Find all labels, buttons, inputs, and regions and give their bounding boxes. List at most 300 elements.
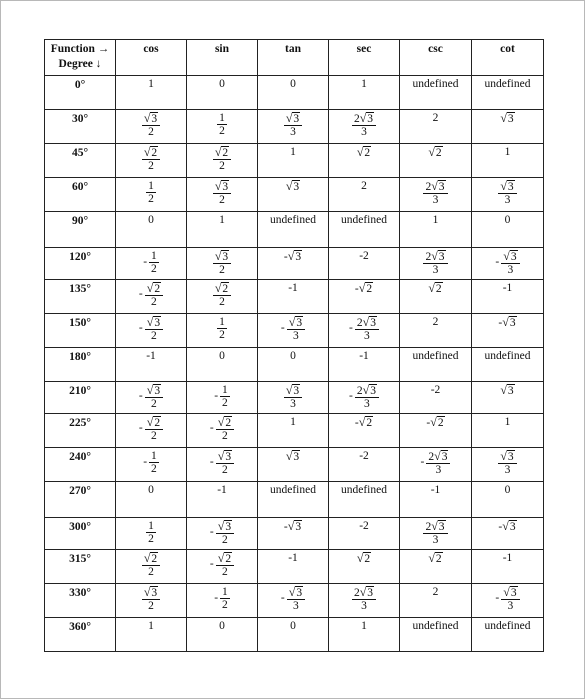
fraction-numerator [426, 450, 450, 464]
fraction-denominator [362, 398, 372, 410]
fraction-denominator [220, 397, 230, 409]
value-fraction [213, 282, 231, 308]
value-number: -1 [146, 350, 156, 362]
value-cell-sec [329, 584, 400, 618]
value-cell-sin [187, 518, 258, 550]
value-number: 2 [148, 566, 154, 578]
value-number: 3 [290, 398, 296, 410]
value-cell-cot [472, 76, 544, 110]
value-radical [215, 146, 229, 159]
fraction-denominator [146, 566, 156, 578]
radicand: 3 [225, 521, 232, 533]
degree-cell: 240° [45, 448, 116, 482]
value-radical [286, 450, 300, 464]
degree-cell: 210° [45, 382, 116, 414]
radicand: 2 [151, 147, 158, 159]
fraction-numerator [423, 520, 447, 534]
value-number: 2 [219, 194, 225, 206]
radical-sign: √ [430, 415, 437, 429]
fraction-denominator [149, 463, 159, 475]
value-radical [428, 450, 448, 463]
value-number: 1 [219, 214, 225, 226]
value-fraction [217, 112, 227, 137]
value-radical [498, 520, 516, 534]
value-number: 3 [504, 194, 511, 206]
fraction-numerator [423, 250, 447, 264]
value-cell-cos [116, 618, 187, 652]
value-cell-cot [472, 518, 544, 550]
fraction-numerator [284, 112, 302, 126]
value-fraction [216, 450, 234, 476]
minus-sign: - [209, 456, 214, 468]
table-row [45, 248, 544, 280]
minus-sign: - [495, 256, 500, 268]
minus-sign: - [209, 526, 214, 538]
fraction-numerator [220, 586, 230, 599]
value-fraction [145, 416, 163, 442]
radical-sign: √ [500, 449, 507, 463]
radical-sign: √ [356, 145, 364, 159]
fraction-numerator [217, 316, 227, 329]
value-cell-csc [400, 584, 472, 618]
radicand: 3 [367, 587, 374, 599]
radicand: 3 [296, 317, 303, 329]
radical-coefficient: - [354, 283, 359, 295]
value-number: 2 [148, 193, 154, 205]
value-radical [144, 552, 158, 565]
value-number: 3 [435, 464, 442, 476]
radical-sign: √ [146, 415, 154, 429]
radicand: 3 [441, 451, 448, 463]
value-cell-sin [187, 348, 258, 382]
value-undefined: undefined [341, 214, 387, 226]
radical-sign: √ [358, 415, 366, 429]
value-number: 2 [222, 566, 228, 578]
value-number: 1 [432, 214, 439, 226]
minus-sign: - [349, 322, 353, 334]
value-cell-tan [258, 348, 329, 382]
table-row [45, 348, 544, 382]
fraction-denominator [434, 464, 444, 476]
value-cell-sin [187, 414, 258, 448]
fraction-numerator [146, 520, 156, 533]
value-cell-sec [329, 178, 400, 212]
value-number: 1 [222, 384, 228, 396]
radicand: 2 [225, 553, 232, 565]
value-radical [215, 250, 229, 263]
fraction-numerator [216, 450, 234, 464]
fraction-denominator [149, 296, 159, 308]
value-cell-sec [329, 482, 400, 518]
radicand: 2 [366, 283, 373, 295]
fraction-denominator [362, 330, 372, 342]
value-undefined: undefined [484, 350, 531, 362]
value-radical [500, 112, 514, 126]
radical-coefficient: 2 [353, 587, 360, 599]
radicand: 2 [225, 417, 232, 429]
degree-cell: 90° [45, 212, 116, 248]
radical-sign: √ [217, 519, 225, 533]
value-fraction [149, 450, 159, 475]
radical-sign: √ [146, 383, 154, 397]
fraction-denominator [146, 126, 156, 138]
fraction-numerator [145, 282, 163, 296]
fraction-denominator [217, 329, 227, 341]
value-cell-sin [187, 482, 258, 518]
fraction-denominator [220, 430, 230, 442]
fraction-numerator [284, 384, 302, 398]
radical-sign: √ [143, 111, 151, 125]
value-cell-cos [116, 144, 187, 178]
value-number: 2 [151, 330, 157, 342]
radicand: 3 [509, 521, 516, 533]
table-row [45, 584, 544, 618]
fraction-denominator [291, 330, 301, 342]
value-fraction [213, 250, 231, 276]
value-fraction [426, 450, 450, 476]
value-number: 1 [148, 620, 154, 632]
value-number: 2 [151, 463, 157, 475]
radicand: 2 [364, 147, 371, 159]
value-number: 2 [151, 398, 157, 410]
value-radical [286, 180, 300, 194]
value-number: 3 [364, 330, 370, 342]
value-cell-sin [187, 178, 258, 212]
fraction-denominator [220, 534, 230, 546]
value-fraction [216, 520, 234, 546]
fraction-numerator [145, 316, 163, 330]
value-fraction [146, 180, 156, 205]
fraction-denominator [359, 600, 369, 612]
value-fraction [284, 384, 302, 410]
radical-sign: √ [358, 281, 366, 295]
fraction-denominator [220, 599, 230, 611]
value-radical [357, 384, 377, 397]
degree-cell: 180° [45, 348, 116, 382]
value-cell-cot [472, 212, 544, 248]
radicand: 2 [364, 553, 371, 565]
value-cell-cos [116, 314, 187, 348]
value-number: 0 [219, 350, 225, 362]
fraction-numerator [149, 250, 159, 263]
table-row [45, 382, 544, 414]
value-cell-sec [329, 280, 400, 314]
value-number: 2 [222, 534, 228, 546]
minus-sign: - [420, 456, 425, 468]
value-cell-sin [187, 110, 258, 144]
radicand: 3 [293, 385, 300, 397]
fraction-numerator [287, 586, 305, 600]
fraction-numerator [213, 146, 231, 160]
value-cell-cos [116, 110, 187, 144]
value-radical [500, 450, 514, 463]
radical-sign: √ [502, 519, 509, 533]
value-cell-csc [400, 348, 472, 382]
radical-sign: √ [287, 249, 295, 263]
fraction-numerator [142, 552, 160, 566]
radicand: 3 [507, 451, 514, 463]
value-radical [218, 416, 232, 429]
fraction-numerator [149, 450, 159, 463]
radicand: 2 [435, 147, 442, 159]
degree-cell: 60° [45, 178, 116, 212]
value-number: -1 [430, 484, 441, 496]
value-cell-cot [472, 314, 544, 348]
value-number: -1 [359, 350, 369, 362]
value-radical [357, 316, 377, 329]
radicand: 2 [222, 147, 229, 159]
value-undefined: undefined [412, 350, 459, 362]
value-radical [355, 282, 373, 296]
value-number: 1 [151, 450, 157, 462]
radical-sign: √ [214, 281, 222, 295]
radical-sign: √ [431, 249, 438, 263]
value-cell-tan [258, 178, 329, 212]
fraction-numerator [216, 416, 234, 430]
value-radical [218, 450, 232, 463]
radical-sign: √ [431, 519, 438, 533]
radical-sign: √ [285, 449, 293, 463]
value-radical [144, 112, 158, 125]
value-fraction [501, 586, 519, 612]
value-cell-csc [400, 144, 472, 178]
value-undefined: undefined [484, 620, 531, 632]
value-cell-sin [187, 550, 258, 584]
value-radical [498, 316, 516, 330]
value-fraction [216, 552, 234, 578]
value-radical [503, 250, 517, 263]
degree-cell: 315° [45, 550, 116, 584]
degree-cell: 225° [45, 414, 116, 448]
value-cell-csc [400, 618, 472, 652]
fraction-denominator [146, 193, 156, 205]
trig-values-table [44, 39, 544, 652]
radical-sign: √ [217, 415, 225, 429]
radicand: 3 [151, 587, 158, 599]
radicand: 3 [367, 113, 374, 125]
radical-sign: √ [356, 551, 364, 565]
value-cell-sec [329, 212, 400, 248]
value-number: 3 [290, 126, 296, 138]
value-number: 1 [504, 416, 511, 428]
value-undefined: undefined [270, 214, 316, 226]
radicand: 3 [438, 251, 445, 263]
radical-sign: √ [217, 449, 225, 463]
value-undefined: undefined [270, 484, 316, 496]
fraction-denominator [291, 600, 301, 612]
radical-sign: √ [214, 249, 222, 263]
value-cell-tan [258, 76, 329, 110]
radicand: 3 [370, 385, 376, 397]
value-number: -1 [502, 282, 513, 294]
table-row [45, 550, 544, 584]
column-header-cos: cos [116, 40, 187, 76]
radicand: 2 [154, 417, 161, 429]
value-cell-sec [329, 382, 400, 414]
value-cell-cos [116, 448, 187, 482]
value-cell-sec [329, 314, 400, 348]
radical-sign: √ [287, 519, 295, 533]
value-number: 1 [219, 112, 225, 124]
radical-coefficient: - [283, 251, 288, 263]
radicand: 3 [295, 251, 302, 263]
value-cell-csc [400, 448, 472, 482]
radical-sign: √ [362, 383, 370, 397]
value-fraction [287, 316, 305, 342]
value-cell-sec [329, 414, 400, 448]
value-cell-tan [258, 144, 329, 178]
value-fraction [217, 316, 227, 341]
degree-cell: 270° [45, 482, 116, 518]
value-radical [500, 384, 514, 398]
value-number: 0 [504, 214, 511, 226]
value-radical [426, 416, 444, 430]
radical-sign: √ [500, 383, 507, 397]
value-cell-sec [329, 76, 400, 110]
corner-header-cell [45, 40, 116, 76]
value-cell-sin [187, 382, 258, 414]
value-radical [218, 520, 232, 533]
value-radical [354, 112, 374, 125]
value-number: 1 [504, 146, 511, 158]
table-body [45, 76, 544, 652]
value-fraction [216, 416, 234, 442]
value-radical [425, 180, 445, 193]
radical-sign: √ [143, 585, 151, 599]
radicand: 3 [438, 181, 445, 193]
table-row [45, 144, 544, 178]
value-cell-tan [258, 248, 329, 280]
value-cell-tan [258, 584, 329, 618]
radicand: 2 [435, 283, 442, 295]
fraction-numerator [145, 384, 163, 398]
radicand: 3 [509, 317, 516, 329]
value-cell-cos [116, 518, 187, 550]
fraction-numerator [217, 112, 227, 125]
value-number: -1 [502, 552, 513, 564]
fraction-denominator [288, 126, 298, 138]
value-fraction [213, 146, 231, 172]
value-number: 0 [219, 78, 225, 90]
value-fraction [287, 586, 305, 612]
value-number: 2 [151, 430, 157, 442]
value-fraction [145, 384, 163, 410]
value-cell-sec [329, 248, 400, 280]
radicand: 3 [293, 181, 300, 193]
fraction-numerator [142, 112, 160, 126]
fraction-numerator [498, 450, 516, 464]
radicand: 3 [293, 451, 300, 463]
minus-sign: - [280, 322, 285, 334]
fraction-numerator [213, 282, 231, 296]
table-row [45, 314, 544, 348]
value-radical [289, 586, 303, 599]
radicand: 3 [154, 385, 161, 397]
value-cell-tan [258, 414, 329, 448]
column-header-csc: csc [400, 40, 472, 76]
value-cell-cot [472, 144, 544, 178]
value-cell-sin [187, 76, 258, 110]
value-number: 1 [361, 78, 367, 90]
fraction-denominator [506, 600, 516, 612]
value-number: 2 [219, 125, 225, 137]
radical-coefficient: 2 [428, 451, 435, 463]
minus-sign: - [138, 322, 143, 334]
value-fraction [355, 316, 379, 342]
radical-coefficient: 2 [425, 251, 432, 263]
value-radical [500, 180, 514, 193]
value-radical [425, 520, 445, 533]
value-cell-cos [116, 382, 187, 414]
table-row [45, 178, 544, 212]
value-cell-tan [258, 482, 329, 518]
value-cell-cot [472, 178, 544, 212]
value-cell-cot [472, 448, 544, 482]
value-radical [286, 384, 300, 397]
fraction-numerator [498, 180, 516, 194]
value-cell-tan [258, 618, 329, 652]
value-undefined: undefined [341, 484, 387, 496]
value-number: -2 [359, 520, 369, 532]
radicand: 3 [507, 385, 514, 397]
fraction-numerator [352, 112, 376, 126]
radical-coefficient: 2 [425, 181, 432, 193]
value-number: 1 [148, 520, 154, 532]
minus-sign: - [214, 390, 219, 402]
fraction-denominator [149, 330, 159, 342]
value-fraction [498, 180, 516, 206]
value-number: 1 [222, 586, 228, 598]
value-cell-csc [400, 280, 472, 314]
fraction-denominator [217, 125, 227, 137]
radicand: 3 [370, 317, 376, 329]
value-number: 2 [432, 586, 439, 598]
radical-coefficient: - [283, 521, 288, 533]
fraction-numerator [142, 586, 160, 600]
value-number: 0 [504, 484, 511, 496]
radical-sign: √ [500, 111, 507, 125]
value-radical [425, 250, 445, 263]
value-number: 3 [507, 600, 514, 612]
fraction-denominator [149, 263, 159, 275]
header-row [45, 40, 544, 76]
value-radical [144, 146, 158, 159]
fraction-numerator [355, 316, 379, 330]
fraction-denominator [506, 264, 516, 276]
degree-cell: 120° [45, 248, 116, 280]
value-number: 3 [293, 600, 299, 612]
radicand: 3 [225, 451, 232, 463]
value-radical [144, 586, 158, 599]
radicand: 2 [154, 283, 161, 295]
column-header-tan: tan [258, 40, 329, 76]
value-fraction [423, 520, 447, 546]
value-radical [284, 250, 302, 264]
value-fraction [142, 146, 160, 172]
value-fraction [220, 384, 230, 409]
degree-cell: 150° [45, 314, 116, 348]
fraction-numerator [145, 416, 163, 430]
value-radical [215, 180, 229, 193]
value-radical [357, 552, 371, 566]
value-fraction [284, 112, 302, 138]
radical-coefficient: - [354, 417, 359, 429]
fraction-denominator [431, 264, 441, 276]
value-number: 2 [219, 329, 225, 341]
value-cell-csc [400, 110, 472, 144]
value-cell-sec [329, 110, 400, 144]
minus-sign: - [138, 390, 143, 402]
